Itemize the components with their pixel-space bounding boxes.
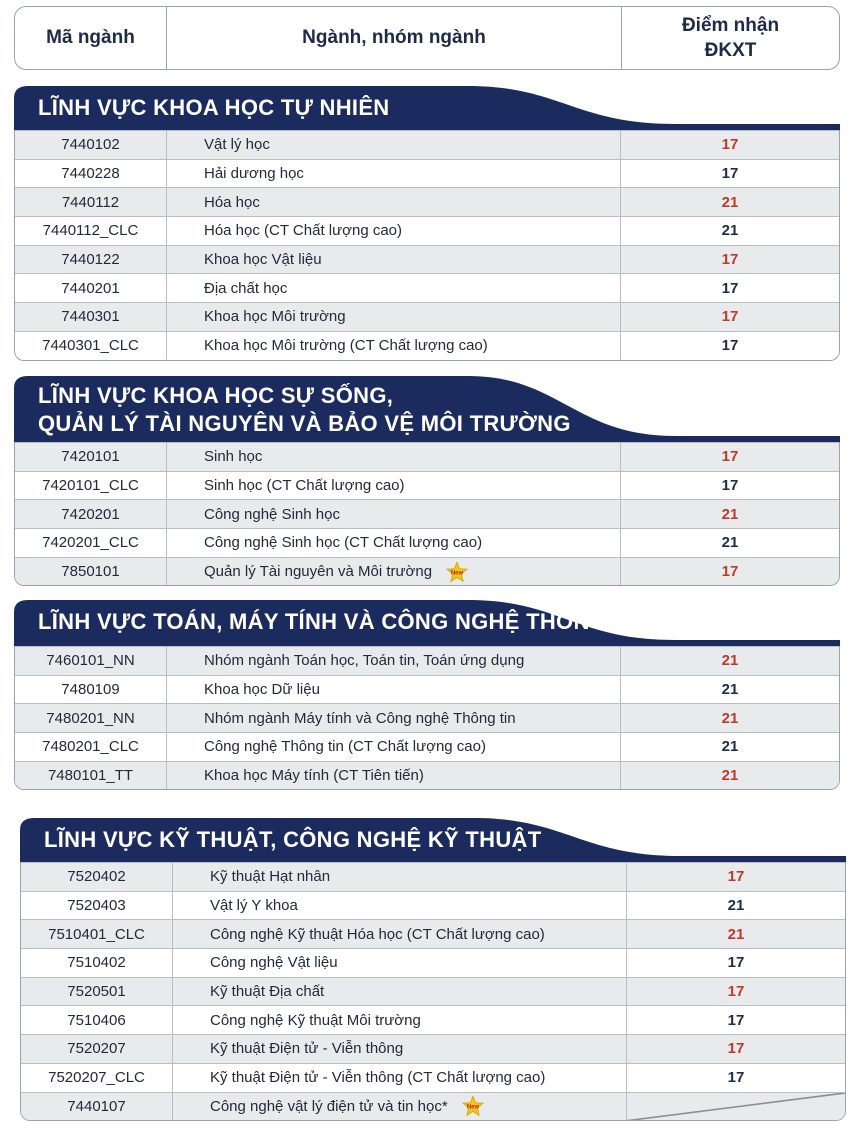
section-title	[38, 94, 390, 122]
row-code: 7440301_CLC	[15, 332, 167, 360]
row-score	[627, 1093, 845, 1121]
section-table	[14, 646, 840, 790]
row-name-text: Hóa học (CT Chất lượng cao)	[204, 222, 403, 240]
new-badge-icon	[446, 562, 468, 582]
row-code: 7420201_CLC	[15, 529, 167, 557]
new-badge-icon	[462, 1096, 484, 1116]
row-name	[173, 892, 627, 920]
row-score: 17	[721, 251, 739, 269]
row-score: 21	[721, 681, 739, 699]
row-name-text: Nhóm ngành Máy tính và Công nghệ Thông tin	[204, 709, 516, 727]
row-name	[173, 1006, 627, 1034]
row-name-text: Công nghệ Sinh học (CT Chất lượng cao)	[204, 534, 483, 552]
table-row	[15, 528, 839, 557]
table-row	[15, 761, 839, 790]
table-row	[21, 1005, 845, 1034]
row-score: 17	[721, 337, 739, 355]
section-table	[14, 442, 840, 586]
section-title	[44, 826, 541, 854]
table-row	[15, 675, 839, 704]
section-table	[14, 130, 840, 361]
section-1	[14, 86, 840, 361]
row-code: 7440102	[15, 131, 167, 159]
row-code: 7520501	[21, 978, 173, 1006]
row-name	[167, 160, 621, 188]
table-row	[21, 891, 845, 920]
row-name-text: Kỹ thuật Điện tử - Viễn thông (CT Chất lượng cao)	[210, 1069, 546, 1087]
row-name	[173, 863, 627, 891]
row-score: 21	[721, 222, 739, 240]
row-code: 7480201_NN	[15, 704, 167, 732]
row-name-text: Công nghệ Sinh học	[204, 505, 340, 523]
row-score: 21	[721, 505, 739, 523]
row-score: 21	[727, 897, 745, 915]
table-row	[21, 1034, 845, 1063]
row-name-text: Khoa học Máy tính (CT Tiên tiến)	[204, 767, 424, 785]
table-row	[15, 499, 839, 528]
row-name-text: Vật lý học	[204, 136, 270, 154]
row-name-text: Quản lý Tài nguyên và Môi trường	[204, 563, 433, 581]
table-row	[15, 130, 839, 159]
row-name-text: Khoa học Môi trường (CT Chất lượng cao)	[204, 337, 488, 355]
row-score: 21	[721, 652, 739, 670]
section-banner	[14, 600, 840, 646]
svg-text:New: New	[466, 1104, 479, 1111]
row-code: 7480101_TT	[15, 762, 167, 790]
row-code: 7440112_CLC	[15, 217, 167, 245]
row-score: 17	[727, 1040, 745, 1058]
row-name	[173, 1064, 627, 1092]
header-name: Ngành, nhóm ngành	[167, 7, 622, 69]
row-code: 7520207_CLC	[21, 1064, 173, 1092]
table-row	[15, 703, 839, 732]
row-code: 7510401_CLC	[21, 920, 173, 948]
row-name-text: Địa chất học	[204, 279, 288, 297]
row-code: 7460101_NN	[15, 647, 167, 675]
row-name-text: Kỹ thuật Hạt nhân	[210, 868, 331, 886]
row-name-text: Nhóm ngành Toán học, Toán tin, Toán ứng dụng	[204, 652, 525, 670]
section-title	[38, 382, 571, 438]
table-row	[15, 646, 839, 675]
row-name-text: Kỹ thuật Địa chất	[210, 983, 325, 1001]
table-row	[15, 245, 839, 274]
row-name	[167, 274, 621, 302]
row-name-text: Khoa học Dữ liệu	[204, 681, 320, 699]
table-row	[15, 557, 839, 586]
empty-cell-slash	[627, 1093, 845, 1121]
row-name	[167, 303, 621, 331]
row-name	[167, 246, 621, 274]
row-score: 17	[727, 954, 745, 972]
row-name	[173, 949, 627, 977]
row-code: 7480109	[15, 676, 167, 704]
row-name	[167, 676, 621, 704]
row-score: 21	[721, 709, 739, 727]
row-name	[167, 529, 621, 557]
section-title-line: LĨNH VỰC TOÁN, MÁY TÍNH VÀ CÔNG NGHỆ THÔNG TIN	[38, 609, 650, 634]
row-score: 21	[721, 193, 739, 211]
row-code: 7440112	[15, 188, 167, 216]
row-score: 17	[727, 1069, 745, 1087]
header-score-line1: Điểm nhận	[681, 15, 780, 37]
table-row	[15, 471, 839, 500]
row-score: 17	[727, 1011, 745, 1029]
row-code: 7520403	[21, 892, 173, 920]
table-row	[21, 1063, 845, 1092]
section-banner	[20, 818, 846, 862]
row-name	[167, 332, 621, 360]
table-row	[15, 187, 839, 216]
row-code: 7480201_CLC	[15, 733, 167, 761]
row-code: 7440228	[15, 160, 167, 188]
row-score: 21	[721, 534, 739, 552]
row-name	[167, 733, 621, 761]
table-row	[21, 948, 845, 977]
row-score: 17	[721, 308, 739, 326]
row-name	[167, 217, 621, 245]
row-score: 17	[721, 279, 739, 297]
row-name	[167, 558, 621, 586]
row-name	[173, 920, 627, 948]
section-title-line: QUẢN LÝ TÀI NGUYÊN VÀ BẢO VỆ MÔI TRƯỜNG	[38, 411, 571, 436]
row-code: 7420201	[15, 500, 167, 528]
row-code: 7440301	[15, 303, 167, 331]
section-banner	[14, 86, 840, 130]
header-score	[622, 7, 839, 69]
table-row	[21, 1092, 845, 1121]
section-banner	[14, 376, 840, 442]
row-code: 7440201	[15, 274, 167, 302]
section-2	[14, 376, 840, 586]
section-3	[14, 600, 840, 790]
table-row	[15, 442, 839, 471]
row-name-text: Kỹ thuật Điện tử - Viễn thông	[210, 1040, 404, 1058]
row-code: 7850101	[15, 558, 167, 586]
row-score: 17	[721, 448, 739, 466]
row-score: 21	[727, 925, 745, 943]
section-title-line: LĨNH VỰC KỸ THUẬT, CÔNG NGHỆ KỸ THUẬT	[44, 827, 542, 852]
row-name	[167, 704, 621, 732]
row-name-text: Công nghệ Vật liệu	[210, 954, 338, 972]
row-code: 7440122	[15, 246, 167, 274]
table-row	[21, 977, 845, 1006]
section-table	[20, 862, 846, 1121]
row-name	[167, 443, 621, 471]
row-code: 7520207	[21, 1035, 173, 1063]
row-score: 17	[727, 983, 745, 1001]
row-score: 17	[721, 477, 739, 495]
row-name	[173, 1093, 627, 1121]
svg-text:New: New	[450, 570, 464, 577]
row-score: 21	[721, 738, 739, 756]
row-score: 17	[721, 136, 739, 154]
table-row	[15, 732, 839, 761]
row-code: 7510402	[21, 949, 173, 977]
row-name-text: Hóa học	[204, 193, 260, 211]
row-name-text: Hải dương học	[204, 165, 304, 183]
row-score: 17	[727, 868, 745, 886]
row-name-text: Công nghệ Kỹ thuật Môi trường	[210, 1011, 421, 1029]
row-name	[173, 1035, 627, 1063]
row-name	[167, 762, 621, 790]
row-name-text: Công nghệ vật lý điện tử và tin học*	[210, 1097, 448, 1115]
table-row	[15, 159, 839, 188]
row-name-text: Vật lý Y khoa	[210, 897, 298, 915]
row-name	[173, 978, 627, 1006]
table-row	[15, 216, 839, 245]
row-name-text: Sinh học	[204, 448, 263, 466]
section-title-line: LĨNH VỰC KHOA HỌC TỰ NHIÊN	[38, 95, 390, 120]
row-name	[167, 647, 621, 675]
row-name-text: Khoa học Vật liệu	[204, 251, 322, 269]
row-score: 17	[721, 165, 739, 183]
row-score: 17	[721, 563, 739, 581]
table-row	[21, 862, 845, 891]
row-name	[167, 472, 621, 500]
row-name-text: Công nghệ Thông tin (CT Chất lượng cao)	[204, 738, 486, 756]
row-code: 7520402	[21, 863, 173, 891]
row-code: 7420101_CLC	[15, 472, 167, 500]
section-4	[20, 818, 846, 1121]
table-row	[15, 331, 839, 360]
row-name	[167, 188, 621, 216]
row-code: 7420101	[15, 443, 167, 471]
row-code: 7440107	[21, 1093, 173, 1121]
section-title	[38, 608, 650, 636]
row-name-text: Sinh học (CT Chất lượng cao)	[204, 477, 405, 495]
row-score: 21	[721, 767, 739, 785]
table-header	[14, 6, 840, 70]
row-name-text: Khoa học Môi trường	[204, 308, 346, 326]
row-name-text: Công nghệ Kỹ thuật Hóa học (CT Chất lượng cao)	[210, 925, 545, 943]
header-code: Mã ngành	[15, 7, 167, 69]
row-name	[167, 500, 621, 528]
table-row	[21, 919, 845, 948]
row-code: 7510406	[21, 1006, 173, 1034]
table-row	[15, 273, 839, 302]
header-score-line2: ĐKXT	[704, 40, 757, 61]
table-row	[15, 302, 839, 331]
section-title-line: LĨNH VỰC KHOA HỌC SỰ SỐNG,	[38, 383, 394, 408]
row-name	[167, 131, 621, 159]
